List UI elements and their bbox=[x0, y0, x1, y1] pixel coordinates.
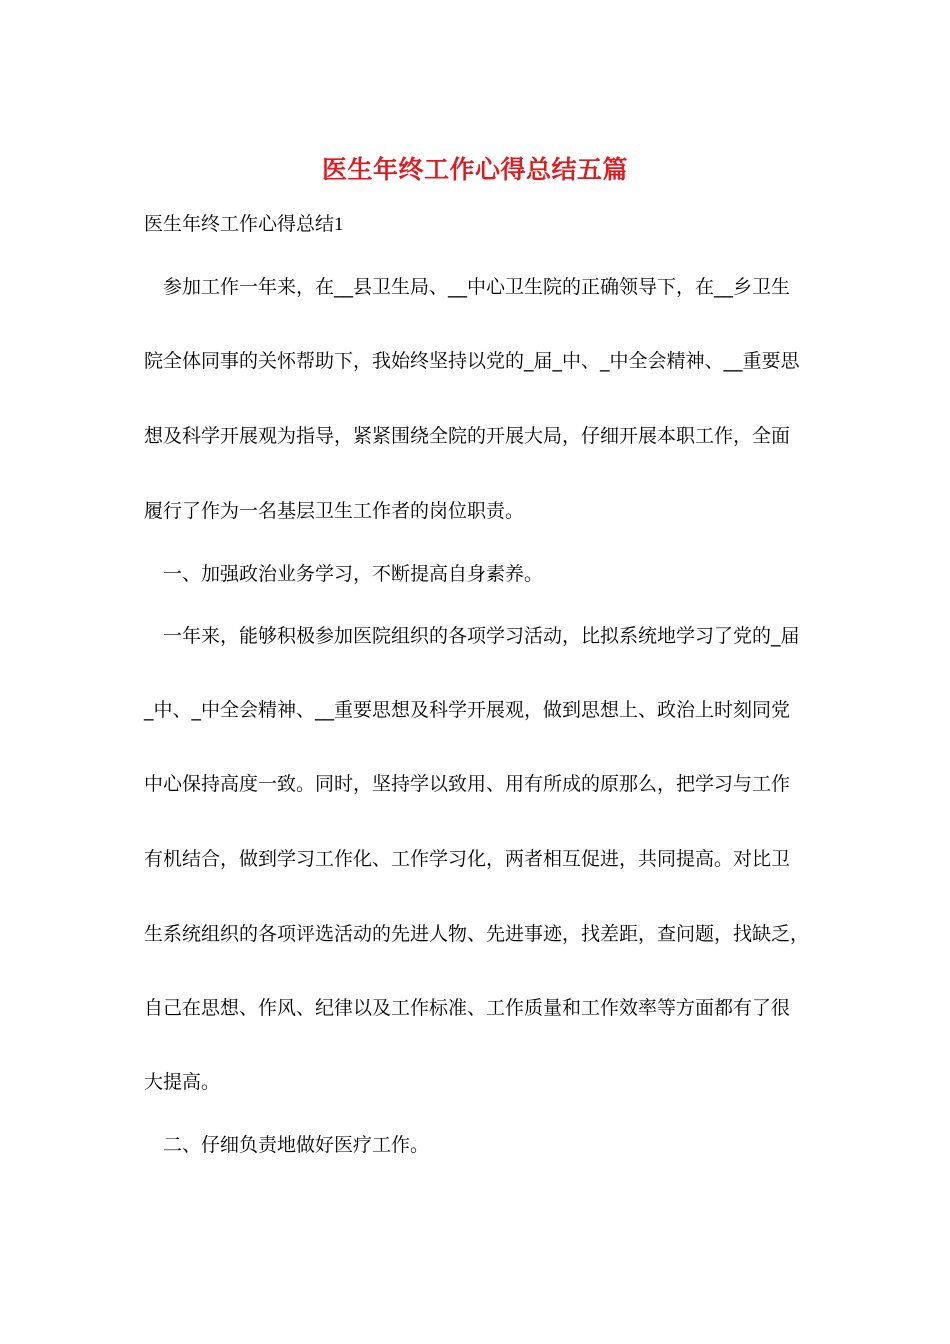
body-line: 想及科学开展观为指导，紧紧围绕全院的开展大局，仔细开展本职工作，全面 bbox=[144, 425, 791, 447]
body-line: 一年来，能够积极参加医院组织的各项学习活动，比拟系统地学习了党的_届 bbox=[144, 625, 800, 647]
document-title: 医生年终工作心得总结五篇 bbox=[321, 155, 628, 184]
body-line: 中心保持高度一致。同时，坚持学以致用、用有所成的原那么，把学习与工作 bbox=[144, 773, 791, 795]
body-line: 有机结合，做到学习工作化、工作学习化，两者相互促进，共同提高。对比卫 bbox=[144, 848, 791, 870]
body-line: 参加工作一年来，在__县卫生局、__中心卫生院的正确领导下，在__乡卫生 bbox=[144, 276, 791, 298]
body-line: _中、_中全会精神、__重要思想及科学开展观，做到思想上、政治上时刻同党 bbox=[144, 699, 791, 721]
section-heading-text: 医生年终工作心得总结 bbox=[144, 213, 335, 235]
section-heading-number: 1 bbox=[334, 214, 344, 235]
body-line: 生系统组织的各项评选活动的先进人物、先进事迹，找差距，查问题，找缺乏， bbox=[144, 923, 810, 945]
section-heading-two: 二、仔细负责地做好医疗工作。 bbox=[144, 1134, 430, 1156]
section-heading-one: 一、加强政治业务学习，不断提高自身素养。 bbox=[144, 563, 544, 585]
section-heading bbox=[144, 212, 344, 237]
body-line: 院全体同事的关怀帮助下，我始终坚持以党的_届_中、_中全会精神、__重要思 bbox=[144, 350, 800, 372]
body-line: 大提高。 bbox=[144, 1071, 221, 1093]
body-line: 自己在思想、作风、纪律以及工作标准、工作质量和工作效率等方面都有了很 bbox=[144, 997, 791, 1019]
body-line: 履行了作为一名基层卫生工作者的岗位职责。 bbox=[144, 500, 525, 522]
